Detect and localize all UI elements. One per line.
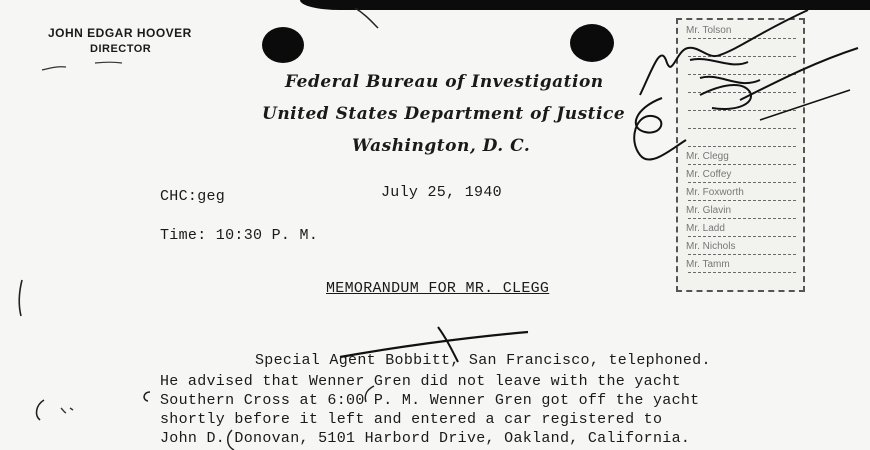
routing-name: Mr. Clegg bbox=[686, 151, 729, 162]
letterhead-city: Washington, D. C. bbox=[352, 136, 531, 156]
signature-loop bbox=[634, 98, 686, 160]
memo-body-line: He advised that Wenner Gren did not leave with the yacht bbox=[160, 373, 681, 390]
margin-mark bbox=[61, 408, 73, 413]
strike-through bbox=[340, 332, 528, 357]
margin-mark bbox=[365, 386, 374, 402]
memo-body-line: Special Agent Bobbitt, San Francisco, telephoned. bbox=[255, 352, 711, 369]
letterhead-department: United States Department of Justice bbox=[262, 104, 626, 124]
memo-reference: CHC:geg bbox=[160, 188, 226, 205]
memo-date: July 25, 1940 bbox=[381, 184, 502, 201]
pen-stroke bbox=[740, 48, 858, 100]
initials-scrawl bbox=[640, 10, 808, 95]
margin-mark bbox=[228, 430, 234, 450]
memo-heading: MEMORANDUM FOR MR. CLEGG bbox=[326, 280, 550, 297]
pen-stroke bbox=[760, 90, 850, 120]
margin-mark bbox=[37, 400, 44, 420]
routing-name: Mr. Glavin bbox=[686, 205, 732, 216]
director-name: JOHN EDGAR HOOVER bbox=[48, 26, 192, 40]
routing-name: Mr. Ladd bbox=[686, 223, 725, 234]
routing-name: Mr. Coffey bbox=[686, 169, 732, 180]
memo-body-line: Southern Cross at 6:00 P. M. Wenner Gren got off the yacht bbox=[160, 392, 700, 409]
margin-mark bbox=[19, 280, 22, 316]
routing-name: Mr. Tamm bbox=[686, 259, 730, 270]
memo-time: Time: 10:30 P. M. bbox=[160, 227, 319, 244]
pen-stroke bbox=[42, 62, 122, 70]
initials-scrawl bbox=[690, 59, 760, 83]
initials-scrawl bbox=[700, 85, 751, 109]
pen-stroke bbox=[438, 327, 458, 362]
routing-name: Mr. Foxworth bbox=[686, 187, 744, 198]
director-title: DIRECTOR bbox=[90, 43, 152, 55]
margin-mark bbox=[144, 392, 150, 401]
pen-stroke bbox=[355, 8, 378, 28]
letterhead-bureau: Federal Bureau of Investigation bbox=[285, 72, 604, 92]
routing-name: Mr. Tolson bbox=[686, 25, 732, 36]
routing-name: Mr. Nichols bbox=[686, 241, 736, 252]
memo-body-line: shortly before it left and entered a car registered to bbox=[160, 411, 663, 428]
memo-body-line: John D. Donovan, 5101 Harbord Drive, Oakland, California. bbox=[160, 430, 691, 447]
